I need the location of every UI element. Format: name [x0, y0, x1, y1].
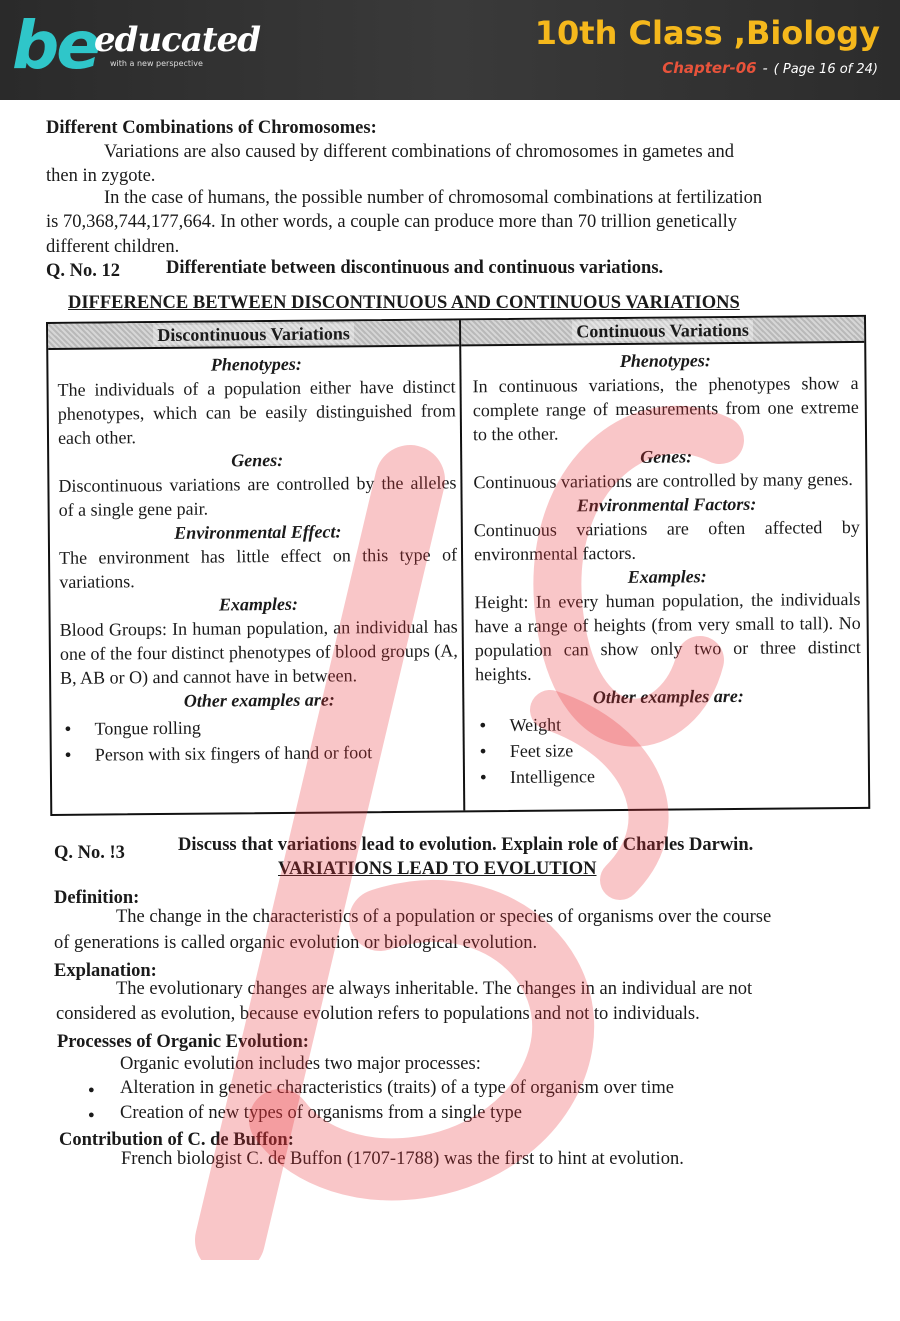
- chapter-label: Chapter-06: [662, 59, 757, 77]
- cell-subheading: Phenotypes:: [210, 353, 302, 375]
- page-indicator: ( Page 16 of 24): [773, 62, 878, 77]
- other-examples-list: [475, 709, 862, 790]
- table-header-continuous: [461, 317, 864, 347]
- header-subtitle: [662, 59, 878, 77]
- explanation-heading: Explanation:: [54, 961, 157, 981]
- cell-text: Continuous variations are controlled by many genes.: [473, 468, 853, 493]
- logo-wordmark: educated: [94, 20, 260, 60]
- table-cell-discontinuous: [57, 350, 459, 767]
- paragraph-line: Organic evolution includes two major processes:: [120, 1054, 481, 1074]
- question-text: Discuss that variations lead to evolution. Explain role of Charles Darwin.: [178, 835, 754, 855]
- list-item: ● Intelligence: [510, 761, 862, 790]
- paragraph-line: is 70,368,744,177,664. In other words, a couple can produce more than 70 trillion genetically: [46, 212, 738, 232]
- header-separator: -: [762, 61, 768, 77]
- list-item: ● Feet size: [510, 735, 862, 764]
- cell-subheading: Other examples are:: [183, 689, 335, 711]
- section-title: VARIATIONS LEAD TO EVOLUTION: [278, 859, 597, 879]
- paragraph-line: The evolutionary changes are always inheritable. The changes in an individual are not: [116, 979, 753, 999]
- paragraph-line: French biologist C. de Buffon (1707-1788) was the first to hint at evolution.: [121, 1149, 684, 1169]
- table-title: DIFFERENCE BETWEEN DISCONTINUOUS AND CONTINUOUS VARIATIONS: [68, 293, 740, 313]
- cell-subheading: Other examples are:: [592, 685, 744, 708]
- comparison-table: [46, 315, 870, 816]
- paragraph-line: Variations are also caused by different combinations of chromosomes in gametes and: [104, 142, 735, 162]
- paragraph-line: different children.: [46, 237, 180, 257]
- be-educated-logo: [12, 6, 260, 94]
- list-item: ● Weight: [509, 709, 861, 738]
- question-number: Q. No. 12: [46, 261, 120, 281]
- cell-text: Height: In every human population, the individuals have a range of heights (from very small to tall). No population can show only two or three distinct heights.: [474, 588, 861, 685]
- cell-subheading: Examples:: [627, 566, 707, 587]
- list-item: Creation of new types of organisms from a single type: [120, 1103, 522, 1123]
- cell-text: The individuals of a population either have distinct phenotypes, which can be easily distinguished from each other.: [57, 376, 456, 448]
- logo-tagline: with a new perspective: [110, 59, 203, 68]
- paragraph-line: considered as evolution, because evolution refers to populations and not to individuals.: [56, 1004, 700, 1024]
- cell-text: Blood Groups: In human population, an individual has one of the four distinct phenotypes of blood groups (A, B, AB or O) and cannot have in between.: [59, 616, 458, 688]
- cell-subheading: Environmental Factors:: [576, 493, 757, 516]
- list-item: ● Person with six fingers of hand or foot: [95, 738, 459, 767]
- table-cell-continuous: [472, 347, 862, 790]
- cell-text: In continuous variations, the phenotypes show a complete range of measurements from one extreme to the other.: [472, 372, 859, 445]
- page-header: [0, 0, 900, 100]
- header-title: 10th Class ,Biology: [534, 14, 880, 52]
- cell-subheading: Phenotypes:: [619, 350, 711, 371]
- cell-text: The environment has little effect on this type of variations.: [58, 544, 458, 592]
- paragraph-line: The change in the characteristics of a population or species of organisms over the course: [116, 907, 772, 927]
- cell-subheading: Genes:: [640, 446, 693, 467]
- bullet-icon: ●: [88, 1084, 95, 1096]
- table-header-label: Continuous Variations: [572, 320, 753, 342]
- cell-subheading: Environmental Effect:: [174, 521, 342, 543]
- list-item: Alteration in genetic characteristics (traits) of a type of organism over time: [120, 1078, 674, 1098]
- definition-heading: Definition:: [54, 888, 140, 908]
- logo-be-mark: be: [12, 7, 99, 84]
- buffon-heading: Contribution of C. de Buffon:: [59, 1130, 294, 1150]
- section-heading-chromosomes: Different Combinations of Chromosomes:: [46, 118, 377, 138]
- paragraph-line: of generations is called organic evolution or biological evolution.: [54, 933, 538, 953]
- paragraph-line: In the case of humans, the possible number of chromosomal combinations at fertilization: [104, 188, 763, 208]
- question-text: Differentiate between discontinuous and continuous variations.: [166, 258, 664, 278]
- cell-text: Continuous variations are often affected by environmental factors.: [473, 516, 860, 565]
- cell-subheading: Examples:: [218, 593, 299, 615]
- bullet-icon: ●: [88, 1109, 95, 1121]
- table-header-label: Discontinuous Variations: [153, 323, 354, 345]
- table-header-discontinuous: [48, 320, 459, 350]
- other-examples-list: [60, 712, 458, 767]
- question-number: Q. No. !3: [54, 843, 125, 863]
- cell-subheading: Genes:: [231, 449, 284, 471]
- cell-text: Discontinuous variations are controlled by the alleles of a single gene pair.: [58, 472, 457, 520]
- list-item: ● Tongue rolling: [94, 712, 458, 741]
- processes-heading: Processes of Organic Evolution:: [57, 1032, 309, 1052]
- paragraph-line: then in zygote.: [46, 166, 156, 186]
- table-divider: [459, 320, 465, 810]
